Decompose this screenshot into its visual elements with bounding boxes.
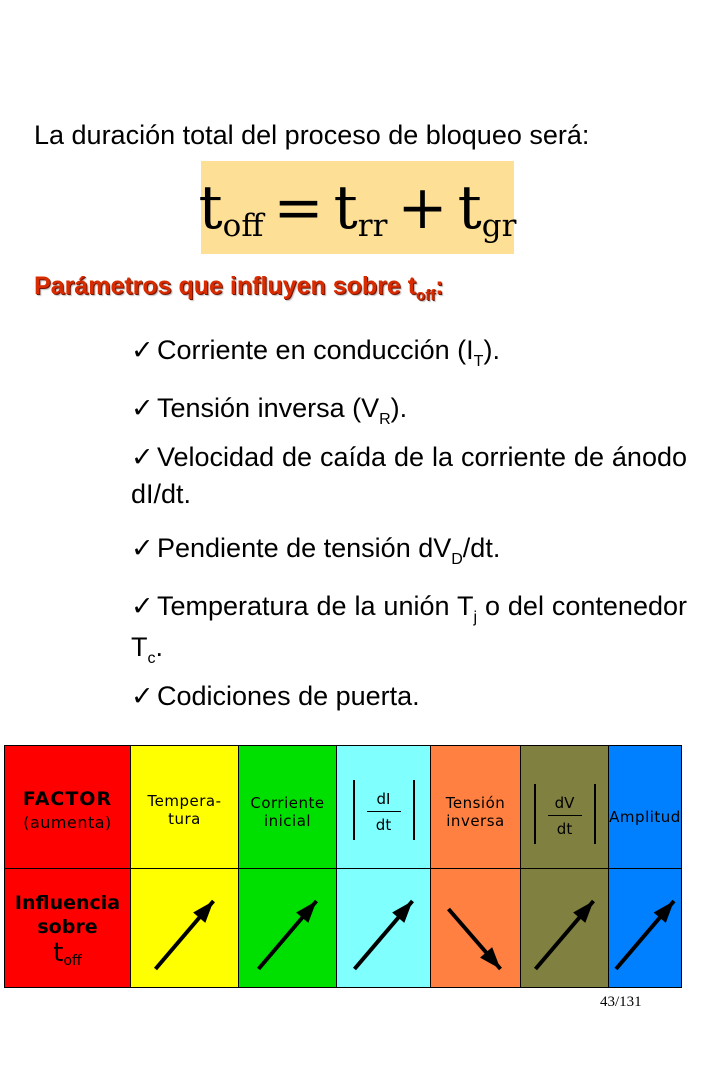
list-item-text: Corriente en conducción (I xyxy=(157,335,474,365)
formula-lhs: t xyxy=(198,172,223,243)
influence-header-cell xyxy=(4,868,131,988)
column-header-line2: inversa xyxy=(446,812,505,830)
parameters-heading-suffix: : xyxy=(435,272,444,300)
factor-label: FACTOR xyxy=(22,788,113,810)
list-item-text: Tensión inversa (V xyxy=(157,393,380,423)
dv-dt-fraction xyxy=(530,784,600,844)
list-item xyxy=(131,530,500,571)
formula-lhs-sub: off xyxy=(222,207,264,244)
column-header-line1: Amplitud xyxy=(609,808,681,826)
list-item xyxy=(131,439,687,513)
influence-line2: sobre xyxy=(37,916,98,938)
parameters-heading-text: Parámetros que influyen sobre t xyxy=(34,272,417,300)
formula-term2-sub: gr xyxy=(481,207,517,244)
list-item-suffix: /dt. xyxy=(462,533,501,563)
check-icon: ✓ xyxy=(131,442,154,472)
arrow-up-icon xyxy=(337,869,432,989)
column-header-line1: Tensión xyxy=(445,794,506,812)
list-item-sub: j xyxy=(473,609,478,626)
fraction-denominator: dt xyxy=(556,820,573,838)
list-item xyxy=(131,588,687,670)
page-number: 43/131 xyxy=(600,994,642,1010)
column-body-di-dt xyxy=(336,868,431,988)
arrow-down-icon xyxy=(431,869,522,989)
formula-term2: t xyxy=(457,172,482,243)
fraction-numerator: dI xyxy=(376,790,391,808)
list-item xyxy=(131,332,500,373)
list-item-sub: D xyxy=(451,551,463,568)
column-header-line2: inicial xyxy=(263,812,312,830)
list-item xyxy=(131,678,420,715)
factor-influence-table xyxy=(4,745,682,988)
formula-plus: + xyxy=(397,172,448,243)
influence-t: t xyxy=(53,938,64,968)
column-header-dv-dt xyxy=(520,745,609,869)
list-item-sub: T xyxy=(473,353,484,370)
arrow-up-icon xyxy=(521,869,610,989)
fraction-denominator: dt xyxy=(375,816,392,834)
intro-text: La duración total del proceso de bloqueo será: xyxy=(34,120,590,150)
factor-header-cell xyxy=(4,745,131,869)
di-dt-fraction xyxy=(349,780,419,840)
arrow-up-icon xyxy=(609,869,683,989)
column-header-amplitude xyxy=(608,745,682,869)
factor-sub-label: (aumenta) xyxy=(23,813,112,832)
column-header-line1: Tempera- xyxy=(147,792,222,810)
influence-sub: off xyxy=(63,953,82,969)
abs-bar-right xyxy=(413,780,415,840)
column-header-temperature xyxy=(130,745,239,869)
list-item-text: Codiciones de puerta. xyxy=(157,681,420,711)
influence-toff xyxy=(5,938,130,969)
list-item-sub: c xyxy=(147,650,156,667)
list-item xyxy=(131,390,407,431)
toff-formula xyxy=(198,161,517,254)
check-icon: ✓ xyxy=(131,591,154,621)
list-item-text: Temperatura de la unión T xyxy=(157,591,474,621)
list-item-text-cont: o del contenedor T xyxy=(131,591,687,662)
influence-line1: Influencia xyxy=(14,892,121,914)
column-body-initial-current xyxy=(238,868,337,988)
column-body-dv-dt xyxy=(520,868,609,988)
formula-term1-sub: rr xyxy=(357,207,388,244)
list-item-suffix: . xyxy=(155,632,164,662)
abs-bar-right xyxy=(594,784,596,844)
fraction-line xyxy=(367,811,401,812)
column-header-initial-current xyxy=(238,745,337,869)
list-item-sub: R xyxy=(379,411,391,428)
formula-box xyxy=(198,161,517,254)
arrow-up-icon xyxy=(131,869,240,989)
formula-term1: t xyxy=(333,172,358,243)
column-body-temperature xyxy=(130,868,239,988)
arrow-up-icon xyxy=(239,869,338,989)
check-icon: ✓ xyxy=(131,533,154,563)
column-header-line2: tura xyxy=(168,810,201,828)
list-item-suffix: ). xyxy=(483,335,500,365)
list-item-suffix: ). xyxy=(390,393,408,423)
list-item-text: Pendiente de tensión dV xyxy=(157,533,452,563)
check-icon: ✓ xyxy=(131,335,154,365)
formula-equals: = xyxy=(273,172,324,243)
column-header-reverse-voltage xyxy=(430,745,521,869)
fraction-numerator: dV xyxy=(554,794,575,812)
column-header-di-dt xyxy=(336,745,431,869)
parameters-heading-sub: off xyxy=(416,287,436,304)
list-item-text: Velocidad de caída de la corriente de ánodo dI/dt. xyxy=(131,442,687,509)
column-body-reverse-voltage xyxy=(430,868,521,988)
column-header-line1: Corriente xyxy=(250,794,325,812)
check-icon: ✓ xyxy=(131,681,154,711)
fraction-line xyxy=(548,815,582,816)
check-icon: ✓ xyxy=(131,393,154,423)
parameters-heading xyxy=(34,272,444,304)
column-body-amplitude xyxy=(608,868,682,988)
